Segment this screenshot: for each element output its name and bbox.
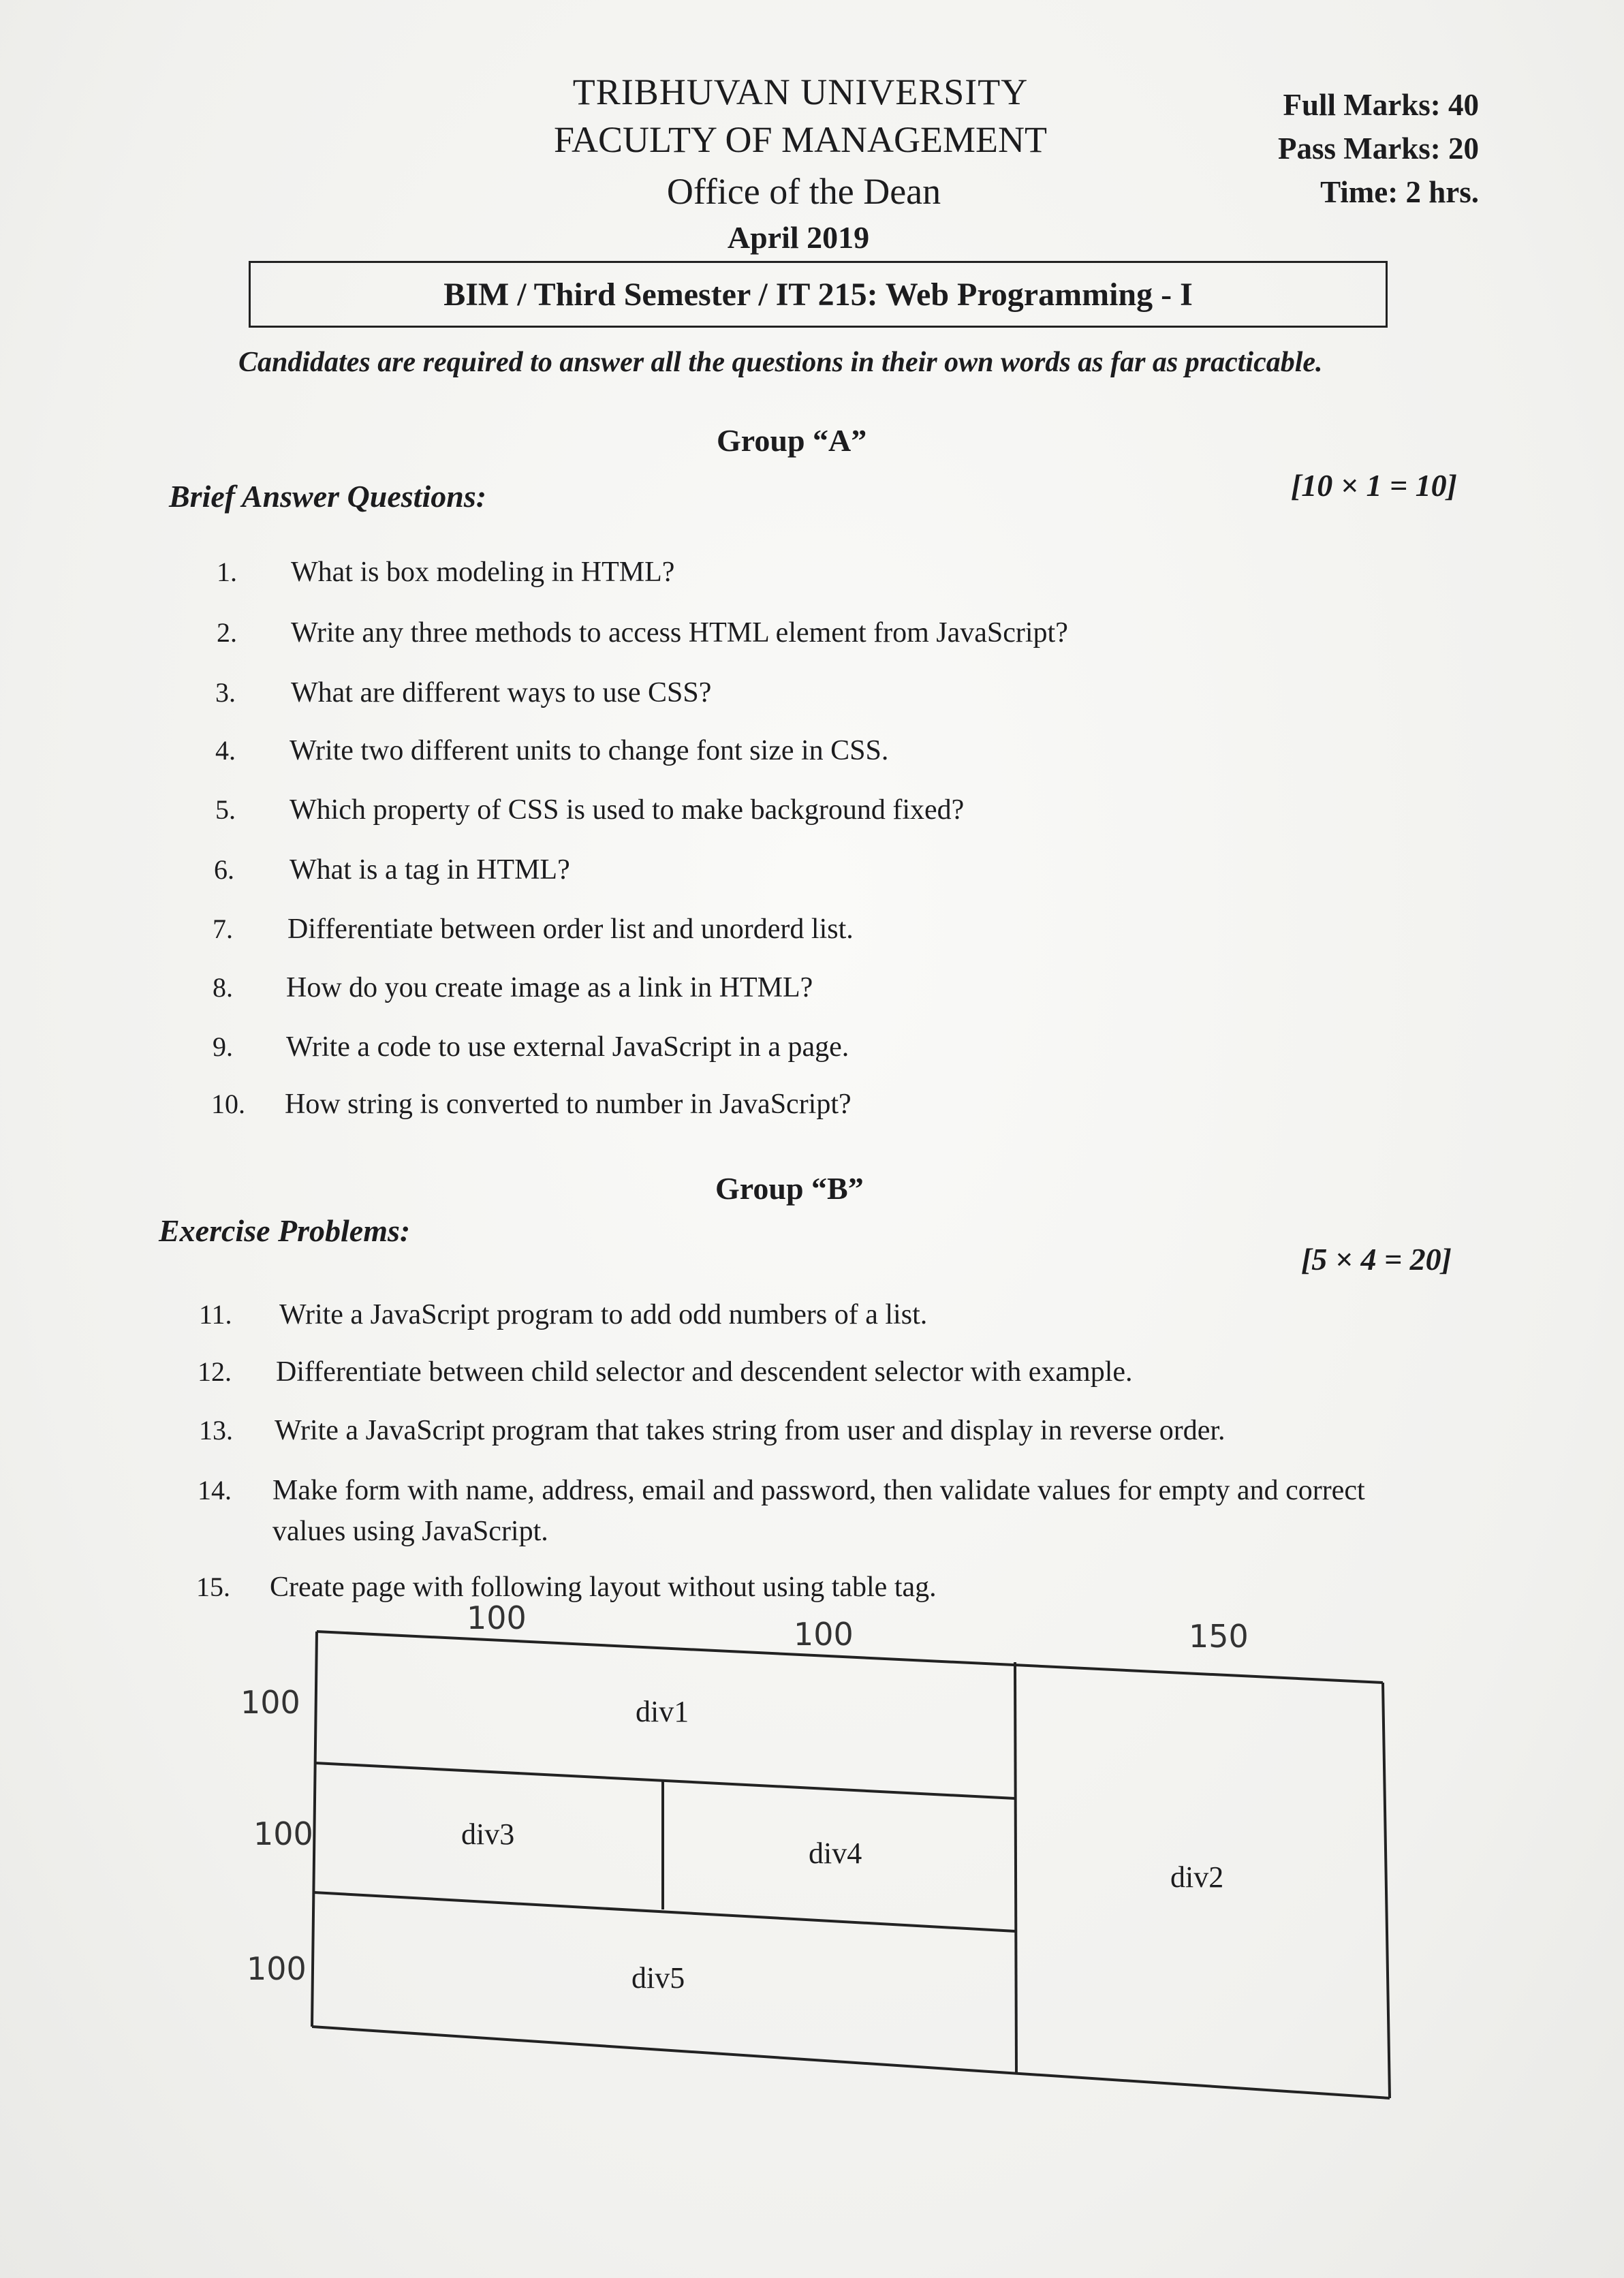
question-text: Write a JavaScript program that takes string from user and display in reverse order. xyxy=(275,1415,1225,1446)
question-number: 10. xyxy=(211,1089,245,1119)
question-number: 1. xyxy=(217,557,237,587)
div3-label: div3 xyxy=(461,1817,515,1851)
div2-label: div2 xyxy=(1170,1860,1224,1894)
question-number: 15. xyxy=(196,1572,230,1602)
group-b-title: Group “B” xyxy=(715,1171,864,1206)
div2-separator xyxy=(1015,1662,1016,2074)
question-number: 13. xyxy=(199,1415,233,1446)
handwritten-width-1: 100 xyxy=(467,1600,527,1636)
question-text: What are different ways to use CSS? xyxy=(291,677,712,708)
question-text: Which property of CSS is used to make background fixed? xyxy=(290,794,965,826)
group-a-title: Group “A” xyxy=(717,423,867,458)
question-text: Make form with name, address, email and password, then validate values for empty and correct xyxy=(272,1475,1365,1506)
question-text: Create page with following layout without using table tag. xyxy=(270,1572,937,1603)
question-number: 5. xyxy=(215,794,236,825)
handwritten-height-2: 100 xyxy=(253,1815,313,1852)
office-name: Office of the Dean xyxy=(666,171,941,212)
handwritten-height-3: 100 xyxy=(247,1950,307,1987)
full-marks: Full Marks: 40 xyxy=(1283,88,1479,122)
course-title: BIM / Third Semester / IT 215: Web Programming - I xyxy=(443,276,1193,313)
question-text: What is a tag in HTML? xyxy=(290,854,570,886)
div4-label: div4 xyxy=(809,1837,862,1870)
question-number: 3. xyxy=(215,677,236,708)
question-text: How do you create image as a link in HTML? xyxy=(286,972,813,1003)
diagram-bottom-border xyxy=(312,2027,1390,2098)
instructions: Candidates are required to answer all the questions in their own words as far as practicable. xyxy=(238,347,1323,378)
question-number: 4. xyxy=(215,735,236,766)
question-text: How string is converted to number in JavaScript? xyxy=(285,1089,852,1120)
div1-label: div1 xyxy=(636,1695,689,1728)
exam-date: April 2019 xyxy=(727,220,870,255)
faculty-name: FACULTY OF MANAGEMENT xyxy=(553,119,1048,160)
question-number: 11. xyxy=(199,1299,232,1330)
exam-time: Time: 2 hrs. xyxy=(1320,175,1479,209)
question-text: Differentiate between child selector and descendent selector with example. xyxy=(276,1356,1133,1388)
div1-bottom-line xyxy=(315,1763,1015,1798)
question-text: values using JavaScript. xyxy=(272,1516,548,1547)
question-text: Write two different units to change font size in CSS. xyxy=(290,735,889,766)
pass-marks: Pass Marks: 20 xyxy=(1278,131,1479,166)
question-number: 2. xyxy=(217,617,237,648)
handwritten-width-2: 100 xyxy=(794,1616,854,1653)
question-number: 14. xyxy=(198,1475,232,1505)
university-name: TRIBHUVAN UNIVERSITY xyxy=(572,72,1029,112)
question-text: Write a JavaScript program to add odd numbers of a list. xyxy=(279,1299,928,1330)
question-text: What is box modeling in HTML? xyxy=(291,557,675,588)
handwritten-height-1: 100 xyxy=(240,1684,300,1721)
question-number: 7. xyxy=(213,914,233,944)
question-number: 12. xyxy=(198,1356,232,1387)
question-number: 9. xyxy=(213,1031,233,1062)
brief-answer-title: Brief Answer Questions: xyxy=(169,479,487,514)
exercise-problems-title: Exercise Problems: xyxy=(159,1213,411,1248)
question-number: 8. xyxy=(213,972,233,1003)
div5-top-line xyxy=(314,1892,1016,1931)
question-text: Write any three methods to access HTML element from JavaScript? xyxy=(291,617,1068,649)
diagram-right-border xyxy=(1383,1683,1390,2098)
handwritten-width-3: 150 xyxy=(1189,1618,1249,1655)
question-number: 6. xyxy=(214,854,234,885)
group-a-marks: [10 × 1 = 10] xyxy=(1290,468,1457,503)
question-text: Differentiate between order list and unorderd list. xyxy=(287,914,854,945)
div5-label: div5 xyxy=(631,1961,685,1995)
question-text: Write a code to use external JavaScript in a page. xyxy=(286,1031,849,1063)
group-b-marks: [5 × 4 = 20] xyxy=(1300,1242,1452,1277)
